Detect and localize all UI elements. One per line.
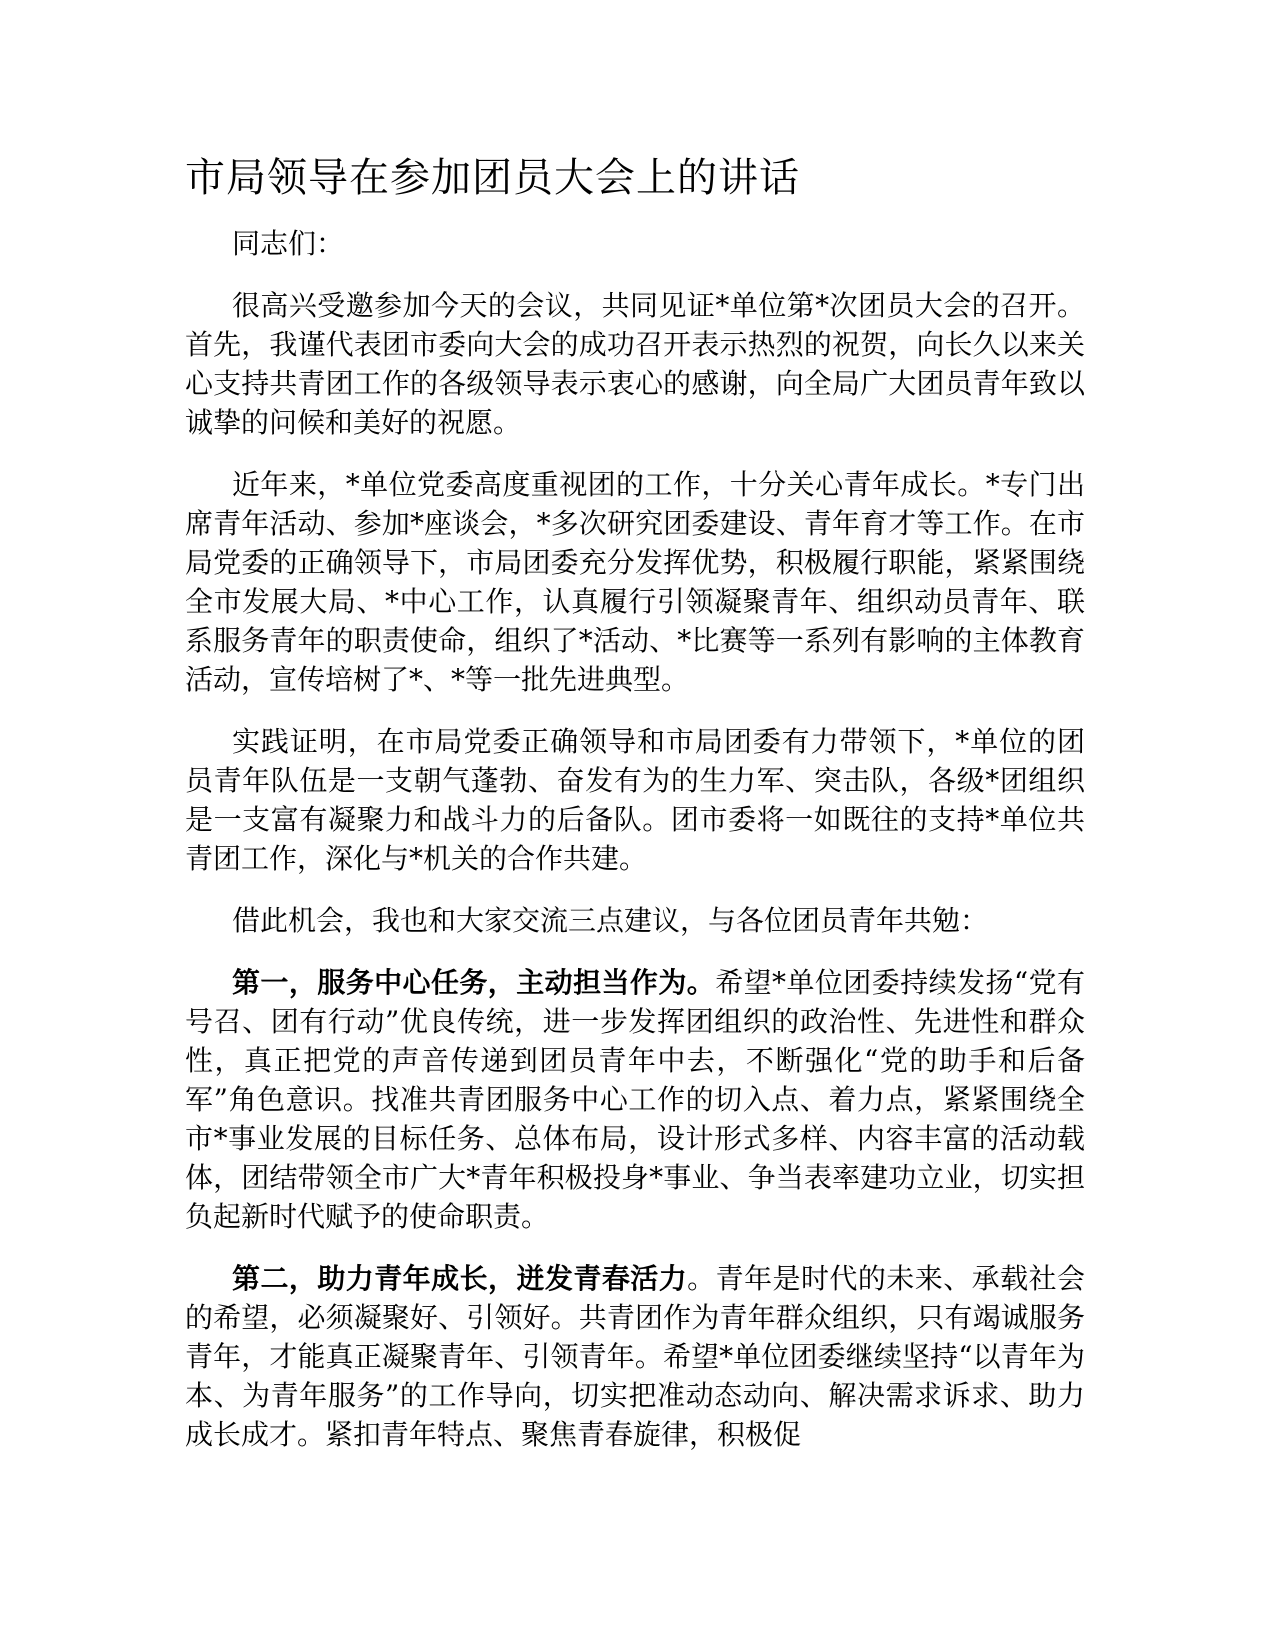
paragraph-text: 希望*单位团委持续发扬“党有号召、团有行动”优良传统，进一步发挥团组织的政治性、先进性和群众性，真正把党的声音传递到团员青年中去，不断强化“党的助手和后备军”角色意识。找准共青团服务中心工作的切入点、着力点，紧紧围绕全市*事业发展的目标任务、总体布局，设计形式多样、内容丰富的活动载体，团结带领全市广大*青年积极投身*事业、争当表率建功立业，切实担负起新时代赋予的使命职责。: [185, 966, 1085, 1233]
document-title: 市局领导在参加团员大会上的讲话: [185, 155, 800, 201]
paragraph-5: [185, 963, 1085, 1236]
document-body: [185, 150, 1085, 1477]
paragraph-text: 近年来，*单位党委高度重视团的工作，十分关心青年成长。*专门出席青年活动、参加*座谈会，*多次研究团委建设、青年育才等工作。在市局党委的正确领导下，市局团委充分发挥优势，积极履行职能，紧紧围绕全市发展大局、*中心工作，认真履行引领凝聚青年、组织动员青年、联系服务青年的职责使命，组织了*活动、*比赛等一系列有影响的主体教育活动，宣传培树了*、*等一批先进典型。: [185, 468, 1085, 696]
paragraph-1: [185, 286, 1085, 442]
paragraph-3: [185, 722, 1085, 878]
paragraph-6: [185, 1259, 1085, 1454]
paragraph-text: 实践证明，在市局党委正确领导和市局团委有力带领下，*单位的团员青年队伍是一支朝气蓬勃、奋发有为的生力军、突击队，各级*团组织是一支富有凝聚力和战斗力的后备队。团市委将一如既往的支持*单位共青团工作，深化与*机关的合作共建。: [185, 725, 1085, 875]
paragraph-text: 借此机会，我也和大家交流三点建议，与各位团员青年共勉：: [232, 904, 989, 937]
paragraph-2: [185, 465, 1085, 699]
paragraph-text: 很高兴受邀参加今天的会议，共同见证*单位第*次团员大会的召开。首先，我谨代表团市委向大会的成功召开表示热烈的祝贺，向长久以来关心支持共青团工作的各级领导表示衷心的感谢，向全局广大团员青年致以诚挚的问候和美好的祝愿。: [185, 289, 1085, 439]
paragraph-text: 。青年是时代的未来、承载社会的希望，必须凝聚好、引领好。共青团作为青年群众组织，只有竭诚服务青年，才能真正凝聚青年、引领青年。希望*单位团委继续坚持“以青年为本、为青年服务”的工作导向，切实把准动态动向、解决需求诉求、助力成长成才。紧扣青年特点、聚焦青春旋律，积极促: [185, 1262, 1085, 1451]
salutation: 同志们：: [232, 227, 345, 260]
paragraph-lead: 第二，助力青年成长，迸发青春活力: [232, 1262, 688, 1295]
paragraph-lead: 第一，服务中心任务，主动担当作为。: [232, 966, 716, 999]
paragraph-4: [185, 901, 1085, 940]
